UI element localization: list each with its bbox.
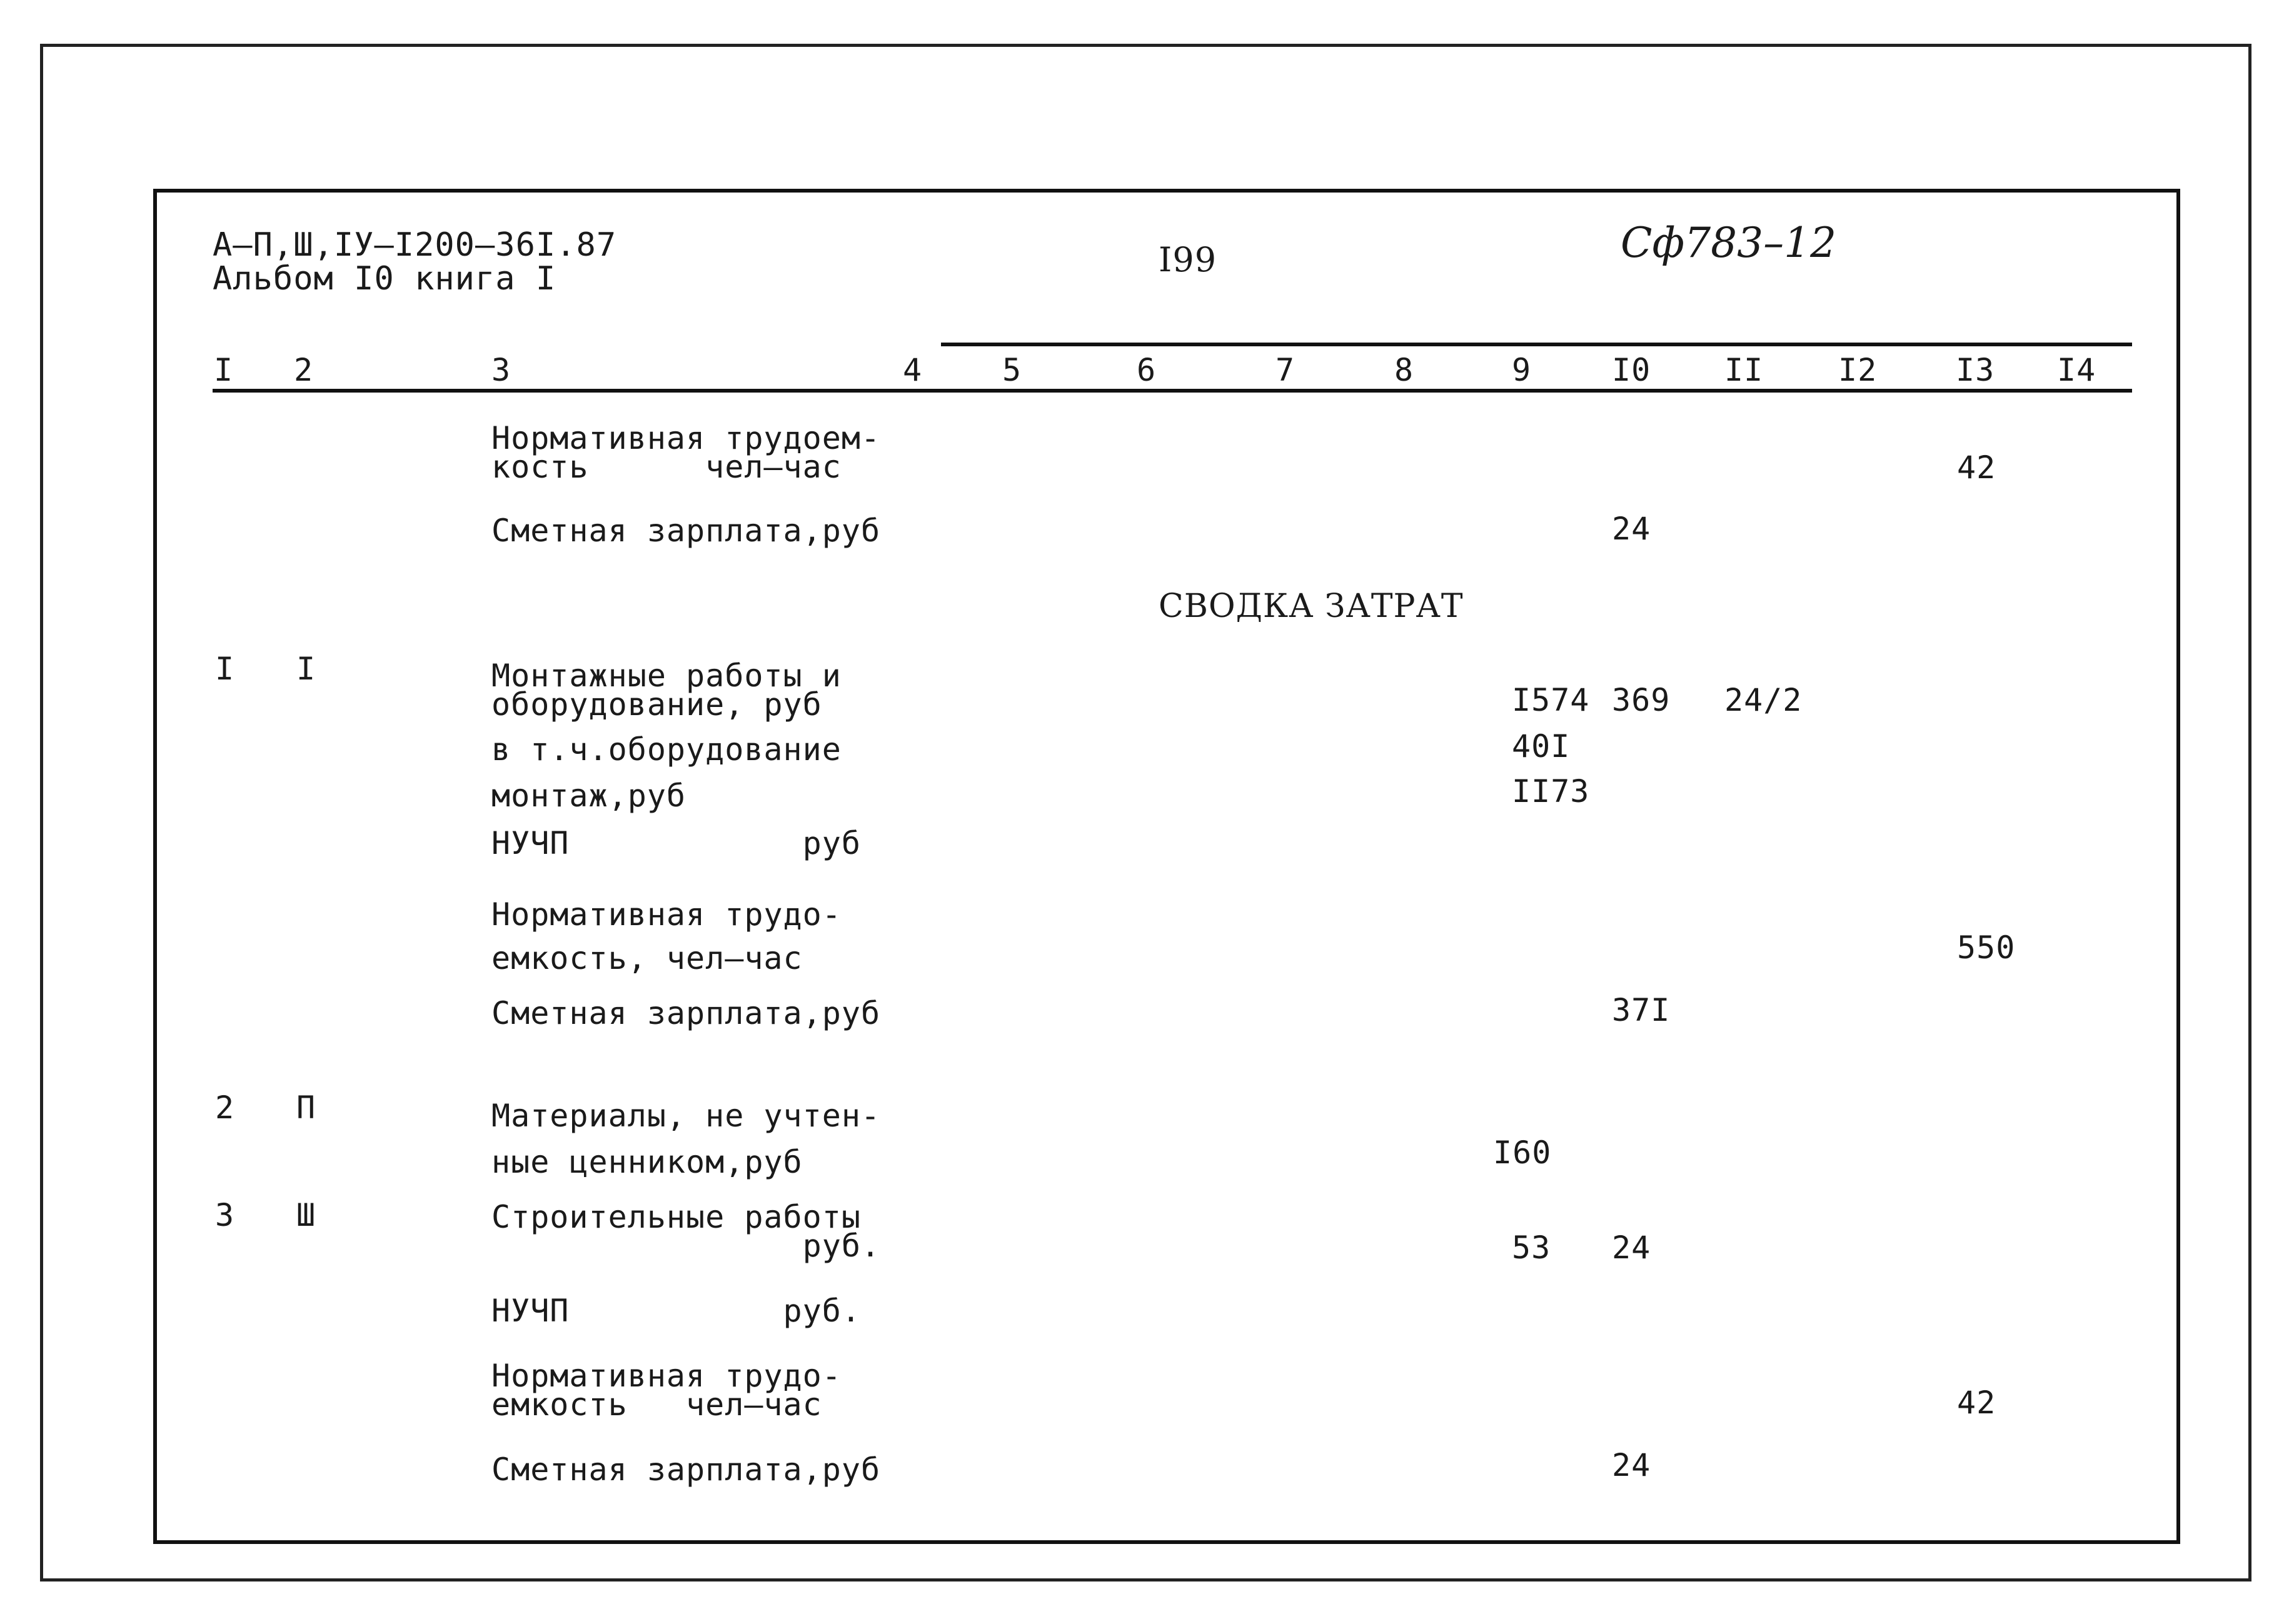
header-bottom-rule	[213, 389, 2132, 393]
row-label: Нормативная трудо- емкость, чел–час	[491, 896, 842, 976]
row-section-code: П	[296, 1090, 316, 1126]
section-title: СВОДКА ЗАТРАТ	[1159, 588, 1464, 625]
row-label: НУЧП руб	[491, 825, 861, 861]
row-label: Нормативная трудоем- кость чел–час	[491, 420, 881, 485]
cell-col10: 24	[1612, 511, 1651, 547]
row-label: НУЧП руб.	[491, 1293, 861, 1329]
page-number: I99	[1159, 240, 1217, 279]
col-header-4: 4	[903, 352, 923, 388]
col-header-5: 5	[1002, 352, 1022, 388]
col-header-14: I4	[2057, 352, 2096, 388]
row-section-code: Ш	[296, 1197, 316, 1233]
col-header-1: I	[214, 352, 234, 388]
cell-col9: I60	[1493, 1135, 1552, 1171]
row-label: Строительные работы руб.	[491, 1199, 881, 1264]
col-header-6: 6	[1137, 352, 1157, 388]
row-number: 2	[215, 1090, 235, 1126]
cell-col10: 369	[1612, 682, 1671, 718]
row-label: Сметная зарплата,руб	[491, 995, 881, 1031]
row-label: Сметная зарплата,руб	[491, 513, 881, 549]
cell-col10: 37I	[1612, 992, 1671, 1028]
row-section-code: I	[296, 651, 316, 687]
row-label: Материалы, не учтен- ные ценником,руб	[491, 1098, 881, 1180]
row-label: монтаж,руб	[491, 778, 687, 814]
cell-col9: 40I	[1512, 728, 1571, 764]
col-header-8: 8	[1394, 352, 1414, 388]
header-top-rule	[941, 343, 2132, 346]
sheet-code: Сф783–12	[1621, 219, 1837, 267]
row-number: I	[215, 651, 235, 687]
col-header-12: I2	[1838, 352, 1878, 388]
cell-col13: 550	[1957, 930, 2016, 966]
row-label: Монтажные работы и оборудование, руб	[491, 658, 842, 723]
col-header-3: 3	[491, 352, 511, 388]
col-header-11: II	[1724, 352, 1764, 388]
row-label: в т.ч.оборудование	[491, 731, 842, 768]
doc-code: А–П,Ш,IУ–I200–36I.87	[213, 226, 617, 264]
cell-col10: 24	[1612, 1447, 1651, 1483]
col-header-9: 9	[1512, 352, 1532, 388]
cell-col13: 42	[1957, 449, 1996, 486]
row-label: Сметная зарплата,руб	[491, 1451, 881, 1488]
col-header-2: 2	[294, 352, 314, 388]
album-label: Альбом I0 книга I	[213, 260, 556, 298]
cell-col11: 24/2	[1724, 682, 1803, 718]
col-header-10: I0	[1612, 352, 1651, 388]
cell-col13: 42	[1957, 1385, 1996, 1421]
cell-col9: 53	[1512, 1230, 1551, 1266]
cell-col9: I574	[1512, 682, 1590, 718]
col-header-7: 7	[1275, 352, 1295, 388]
cell-col9: II73	[1512, 773, 1590, 809]
cell-col10: 24	[1612, 1230, 1651, 1266]
row-label: Нормативная трудо- емкость чел–час	[491, 1358, 842, 1423]
col-header-13: I3	[1956, 352, 1995, 388]
row-number: 3	[215, 1197, 235, 1233]
